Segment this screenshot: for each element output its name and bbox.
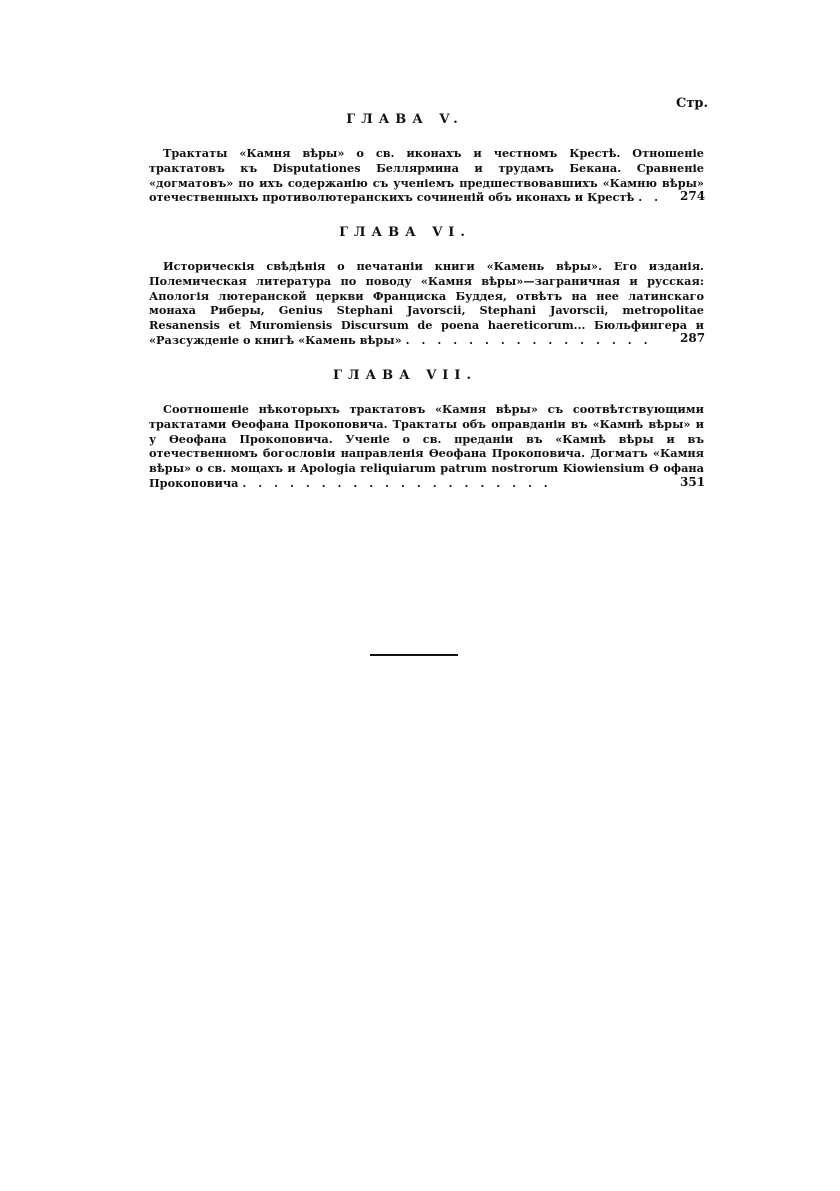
chapter-6-leader: . . . . . . . . . . . . . . . . bbox=[405, 332, 652, 347]
chapter-5-page-number: 274 bbox=[680, 189, 706, 203]
chapter-6-text: Историческія свѣдѣнія о печатаніи книги «Камень вѣры». Его изданія. Полемическая литература по поводу «Камня вѣры»—заграничная и русская: Апологія лютеранской церкви Франциска Буддея, отвѣтъ на нее латинскаго монаха Риберы, Genius Stephani Javorscii, Stephani Javorscii, metropolitae Resanensis et Muromiensis Discursum de poena haereticorum... Бюльфингера и «Разсужденіе о книгѣ «Камень вѣры» bbox=[149, 259, 704, 347]
chapter-6-summary bbox=[149, 259, 704, 348]
chapter-5-leader: . . bbox=[638, 190, 663, 205]
chapter-6-page-number: 287 bbox=[680, 331, 706, 345]
page-column-header: Стр. bbox=[676, 96, 709, 111]
chapter-5-summary bbox=[149, 146, 704, 205]
chapter-7-text: Соотношеніе нѣкоторыхъ трактатовъ «Камня вѣры» съ соотвѣтствующими трактатами Ѳеофана Прокоповича. Трактаты объ оправданіи въ «Камнѣ вѣры» и у Ѳеофана Прокоповича. Ученіе о св. преданіи въ «Камнѣ вѣры и въ отечественномъ богословіи направленія Ѳеофана Прокоповича. Догматъ «Камня вѣры» о св. мощахъ и Apologia reliquiarum patrum nostrorum Kiowiensium Ѳ офана Прокоповича bbox=[149, 402, 704, 490]
chapter-7-summary bbox=[149, 402, 704, 491]
chapter-5-text: Трактаты «Камня вѣры» о св. иконахъ и честномъ Крестѣ. Отношеніе трактатовъ къ Disputationes Беллярмина и трудамъ Бекана. Сравненіе «догматовъ» по ихъ содержанію съ ученіемъ предшествовавшихъ «Камню вѣры» отечественныхъ противолютеранскихъ сочиненій объ иконахъ и Крестѣ bbox=[149, 146, 704, 205]
chapter-6-heading: ГЛАВА VI. bbox=[339, 225, 471, 240]
end-rule bbox=[370, 654, 458, 656]
chapter-7-heading: ГЛАВА VII. bbox=[333, 368, 477, 383]
chapter-7-page-number: 351 bbox=[680, 475, 706, 489]
chapter-5-heading: ГЛАВА V. bbox=[346, 112, 464, 127]
chapter-7-leader: . . . . . . . . . . . . . . . . . . . . bbox=[242, 475, 552, 490]
